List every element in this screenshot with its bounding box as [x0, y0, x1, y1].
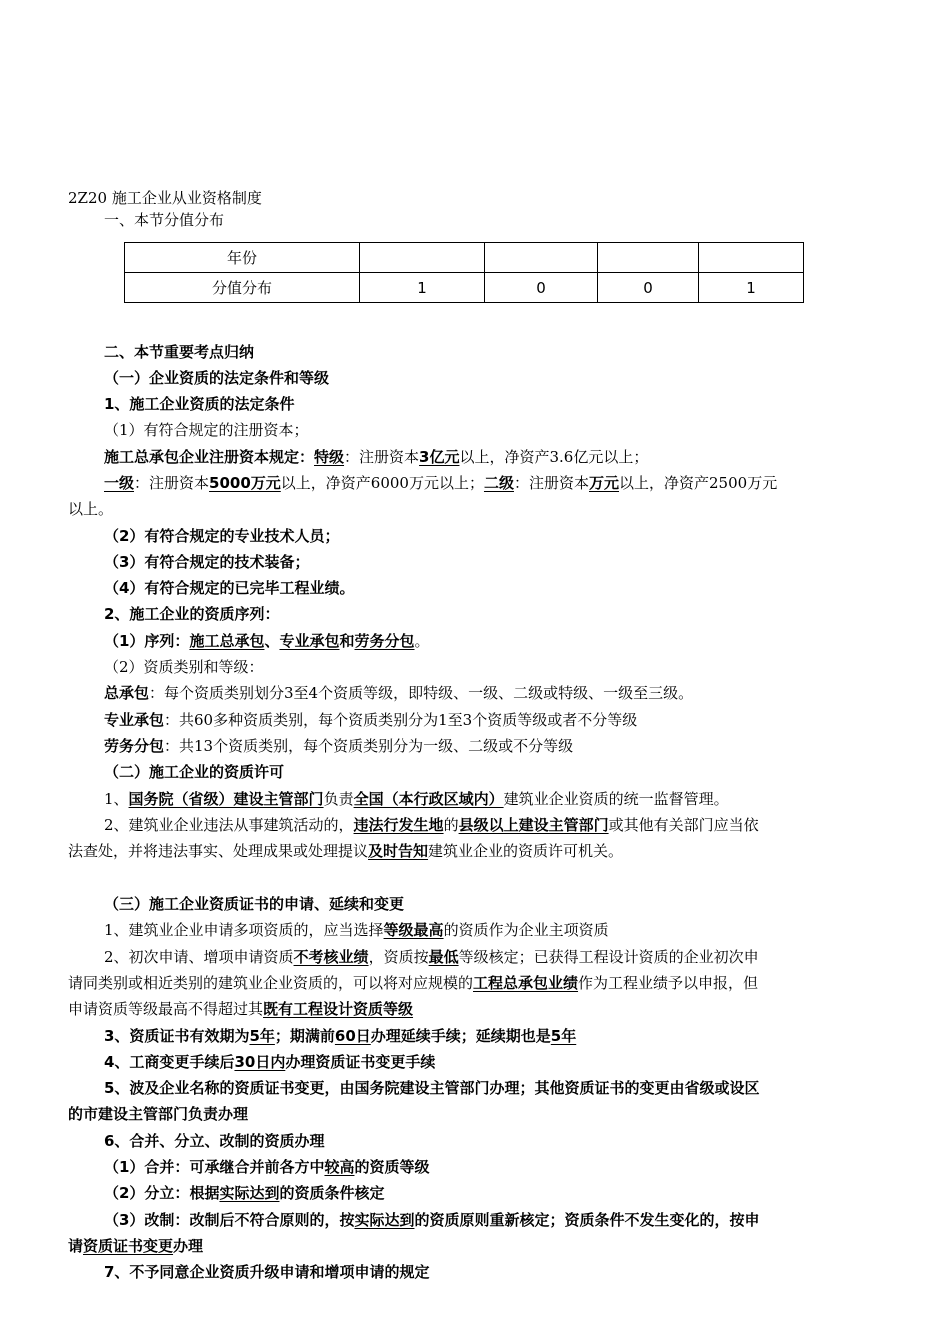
sequence-line	[104, 630, 430, 652]
value-special-capital: 3亿元	[419, 448, 460, 466]
table-cell	[699, 243, 804, 273]
text-span: 、	[264, 632, 280, 650]
table-cell: 1	[360, 273, 485, 303]
text-span: 办理资质证书变更手续	[285, 1053, 436, 1071]
text-span: 60日	[334, 1027, 371, 1045]
text-span: 及时告知	[368, 842, 429, 860]
text-span: 总承包	[104, 684, 150, 702]
text-span: ：注册资本	[134, 474, 210, 492]
certificate-line-4	[68, 998, 413, 1020]
text-span: 2、初次申请、增项申请资质	[104, 948, 294, 966]
heading-code: 2Z20	[68, 189, 108, 207]
subsection-license: （二）施工企业的资质许可	[104, 763, 285, 781]
text-span: 或其他有关部门应当依	[608, 816, 759, 834]
category-title: （2）资质类别和等级：	[104, 658, 264, 676]
table-cell	[485, 243, 598, 273]
value-second-capital: 万元	[589, 474, 620, 492]
text-span: 既有工程设计资质等级	[263, 1000, 414, 1018]
restructure-line-2	[68, 1235, 203, 1257]
text-span: 工程总承包业绩	[473, 974, 579, 992]
text-span: 国务院（省级）建设主管部门	[128, 790, 324, 808]
text-span: 资质证书变更	[83, 1237, 174, 1255]
license-line-2	[104, 814, 759, 836]
table-cell	[360, 243, 485, 273]
text-span: （1）合并：可承继合并前各方中	[104, 1158, 325, 1176]
text-span: 较高	[324, 1158, 355, 1176]
condition-equipment: （3）有符合规定的技术装备；	[104, 553, 310, 571]
text-span: 申请资质等级最高不得超过其	[68, 1000, 264, 1018]
condition-staff: （2）有符合规定的专业技术人员；	[104, 527, 340, 545]
text-span: 的资质等级	[354, 1158, 430, 1176]
item-qualification-sequence: 2、施工企业的资质序列：	[104, 605, 280, 623]
subsection-certificate: （三）施工企业资质证书的申请、延续和变更	[104, 895, 405, 913]
text-span: 县级以上建设主管部门	[458, 816, 609, 834]
text-span: ：注册资本	[344, 448, 420, 466]
text-span: 1、建筑业企业申请多项资质的，应当选择	[104, 921, 384, 939]
capital-grade-line	[104, 472, 777, 494]
capital-tail: 以上。	[68, 500, 114, 518]
value-first-capital: 5000万元	[209, 474, 281, 492]
merger-title: 6、合并、分立、改制的资质办理	[104, 1132, 325, 1150]
table-row	[125, 243, 804, 273]
name-change-line-2: 的市建设主管部门负责办理	[68, 1105, 249, 1123]
text-span: 劳务分包	[104, 737, 165, 755]
text-span: 建筑业企业的资质许可机关。	[428, 842, 624, 860]
item-legal-conditions: 1、施工企业资质的法定条件	[104, 395, 295, 413]
text-span: 请	[68, 1237, 84, 1255]
seq-general-contract: 施工总承包	[189, 632, 265, 650]
table-cell	[598, 243, 699, 273]
text-span: 1、	[104, 790, 129, 808]
text-span: 。	[414, 632, 430, 650]
split-line	[104, 1182, 384, 1204]
heading-title: 施工企业从业资格制度	[111, 189, 262, 207]
text-span: 法查处，并将违法事实、处理成果或处理提议	[68, 842, 369, 860]
certificate-line-2	[104, 946, 759, 968]
text-span: 的资质原则重新核定；资质条件不发生变化的，按申	[414, 1211, 760, 1229]
restructure-line-1	[104, 1209, 759, 1231]
text-span: ：每个资质类别划分3至4个资质等级，即特级、一级、二级或特级、一级至三级。	[149, 684, 694, 702]
capital-rule-label: 施工总承包企业注册资本规定：	[104, 448, 315, 466]
specialty-contract-line	[104, 709, 637, 731]
section-score-distribution: 一、本节分值分布	[104, 211, 225, 229]
text-span: 2、建筑业企业违法从事建筑活动的，	[104, 816, 354, 834]
certificate-line-1	[104, 919, 609, 941]
text-span: 以上，净资产3.6亿元以上；	[459, 448, 649, 466]
text-span: 专业承包	[104, 711, 165, 729]
condition-capital: （1）有符合规定的注册资本；	[104, 421, 309, 439]
grade-special: 特级	[314, 448, 345, 466]
text-span: 5年	[249, 1027, 275, 1045]
name-change-line-1: 5、波及企业名称的资质证书变更，由国务院建设主管部门办理；其他资质证书的变更由省级或设区	[104, 1079, 760, 1097]
grade-first: 一级	[104, 474, 135, 492]
text-span: 以上，净资产2500万元	[619, 474, 778, 492]
text-span: ；期满前	[274, 1027, 335, 1045]
general-contract-line	[104, 682, 693, 704]
text-span: （3）改制：改制后不符合原则的，按	[104, 1211, 355, 1229]
seq-specialty-contract: 专业承包	[279, 632, 340, 650]
merge-line	[104, 1156, 429, 1178]
labor-subcontract-line	[104, 735, 573, 757]
text-span: 不考核业绩	[293, 948, 369, 966]
score-table	[124, 242, 804, 303]
text-span: 负责	[323, 790, 354, 808]
table-row	[125, 273, 804, 303]
grade-second: 二级	[483, 474, 514, 492]
text-span: 的资质条件核定	[279, 1184, 385, 1202]
text-span: 全国（本行政区域内）	[353, 790, 504, 808]
text-span: 办理	[173, 1237, 204, 1255]
text-span: （1）序列：	[104, 632, 190, 650]
text-span: 最低	[428, 948, 459, 966]
text-span: 的资质作为企业主项资质	[443, 921, 609, 939]
text-span: 实际达到	[354, 1211, 415, 1229]
license-line-3	[68, 840, 623, 862]
seq-labor-subcontract: 劳务分包	[354, 632, 415, 650]
text-span: 和	[339, 632, 355, 650]
capital-rule-line	[104, 446, 648, 468]
text-span: 违法行发生地	[353, 816, 444, 834]
text-span: 30日内	[234, 1053, 286, 1071]
document-heading	[68, 187, 262, 209]
text-span: ：注册资本	[513, 474, 589, 492]
table-cell: 0	[485, 273, 598, 303]
text-span: 的	[443, 816, 459, 834]
text-span: 5年	[550, 1027, 577, 1045]
text-span: 等级最高	[383, 921, 444, 939]
text-span: 建筑业企业资质的统一监督管理。	[503, 790, 729, 808]
certificate-validity-line	[104, 1025, 576, 1047]
score-label-cell: 分值分布	[125, 273, 360, 303]
text-span: 3、资质证书有效期为	[104, 1027, 250, 1045]
condition-performance: （4）有符合规定的已完毕工程业绩。	[104, 579, 355, 597]
table-cell: 1	[699, 273, 804, 303]
certificate-line-3	[68, 972, 758, 994]
text-span: 作为工程业绩予以申报，但	[578, 974, 759, 992]
table-cell: 0	[598, 273, 699, 303]
text-span: （2）分立：根据	[104, 1184, 220, 1202]
business-change-line	[104, 1051, 435, 1073]
subsection-qualification: （一）企业资质的法定条件和等级	[104, 369, 330, 387]
text-span: 请同类别或相近类别的建筑业企业资质的，可以将对应规模的	[68, 974, 474, 992]
text-span: ：共13个资质类别，每个资质类别分为一级、二级或不分等级	[164, 737, 574, 755]
upgrade-rule-title: 7、不予同意企业资质升级申请和增项申请的规定	[104, 1263, 430, 1281]
section-key-points: 二、本节重要考点归纳	[104, 343, 255, 361]
text-span: ：共60多种资质类别，每个资质类别分为1至3个资质等级或者不分等级	[164, 711, 638, 729]
text-span: 等级核定；已获得工程设计资质的企业初次申	[458, 948, 759, 966]
text-span: 4、工商变更手续后	[104, 1053, 235, 1071]
license-line-1	[104, 788, 729, 810]
text-span: ，资质按	[368, 948, 429, 966]
text-span: 实际达到	[219, 1184, 280, 1202]
text-span: 办理延续手续；延续期也是	[370, 1027, 551, 1045]
year-label-cell: 年份	[125, 243, 360, 273]
text-span: 以上，净资产6000万元以上；	[280, 474, 484, 492]
